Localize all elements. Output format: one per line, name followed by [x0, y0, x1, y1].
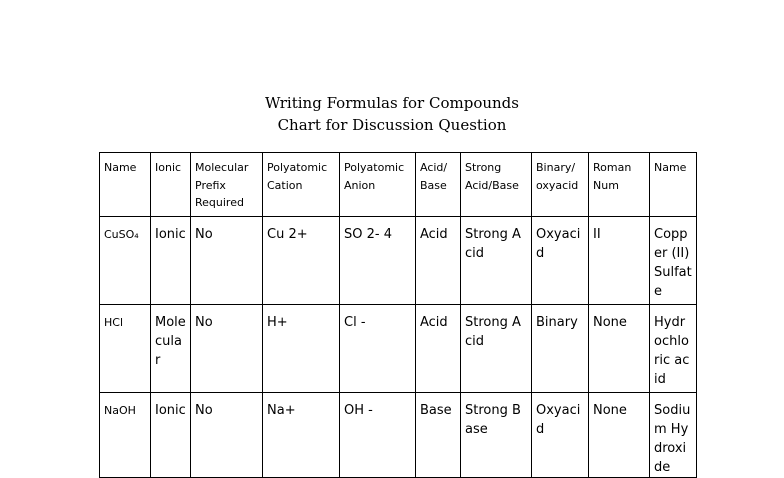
table-header-row [100, 153, 697, 217]
table-cell: None [589, 305, 650, 393]
header-cell: Name [650, 153, 697, 217]
header-cell: Roman Num [589, 153, 650, 217]
table-cell: CuSO₄ [100, 217, 151, 305]
header-cell: Binary/ oxyacid [532, 153, 589, 217]
table-cell: Oxyacid [532, 217, 589, 305]
table-cell: OH - [340, 393, 416, 478]
table-cell: No [191, 393, 263, 478]
table-cell: Cu 2+ [263, 217, 340, 305]
header-cell: Polyatomic Cation [263, 153, 340, 217]
compounds-chart-table [99, 152, 697, 478]
header-cell: Acid/ Base [416, 153, 461, 217]
table-cell: Base [416, 393, 461, 478]
table-cell: Copper (II) Sulfate [650, 217, 697, 305]
table-cell: SO 2- 4 [340, 217, 416, 305]
header-cell: Strong Acid/Base [461, 153, 532, 217]
table-cell: II [589, 217, 650, 305]
table-cell: Acid [416, 217, 461, 305]
table-cell: Na+ [263, 393, 340, 478]
header-cell: Molecular Prefix Required [191, 153, 263, 217]
header-cell: Polyatomic Anion [340, 153, 416, 217]
table-cell: H+ [263, 305, 340, 393]
table-row [100, 393, 697, 478]
table-cell: None [589, 393, 650, 478]
document-title: Writing Formulas for Compounds [265, 94, 519, 112]
table-cell: Ionic [151, 393, 191, 478]
document-subtitle: Chart for Discussion Question [277, 116, 507, 134]
table-cell: No [191, 305, 263, 393]
table-cell: Acid [416, 305, 461, 393]
table-cell: Molecular [151, 305, 191, 393]
table-cell: Oxyacid [532, 393, 589, 478]
header-cell: Name [100, 153, 151, 217]
table-cell: NaOH [100, 393, 151, 478]
table-cell: Strong Base [461, 393, 532, 478]
table-row [100, 217, 697, 305]
table-cell: Strong Acid [461, 217, 532, 305]
table-cell: Hydrochloric acid [650, 305, 697, 393]
header-cell: Ionic [151, 153, 191, 217]
table-cell: Strong Acid [461, 305, 532, 393]
table-cell: Ionic [151, 217, 191, 305]
table-cell: Cl - [340, 305, 416, 393]
table-cell: HCl [100, 305, 151, 393]
table-cell: Sodium Hydroxide [650, 393, 697, 478]
table-cell: Binary [532, 305, 589, 393]
table-row [100, 305, 697, 393]
table-cell: No [191, 217, 263, 305]
